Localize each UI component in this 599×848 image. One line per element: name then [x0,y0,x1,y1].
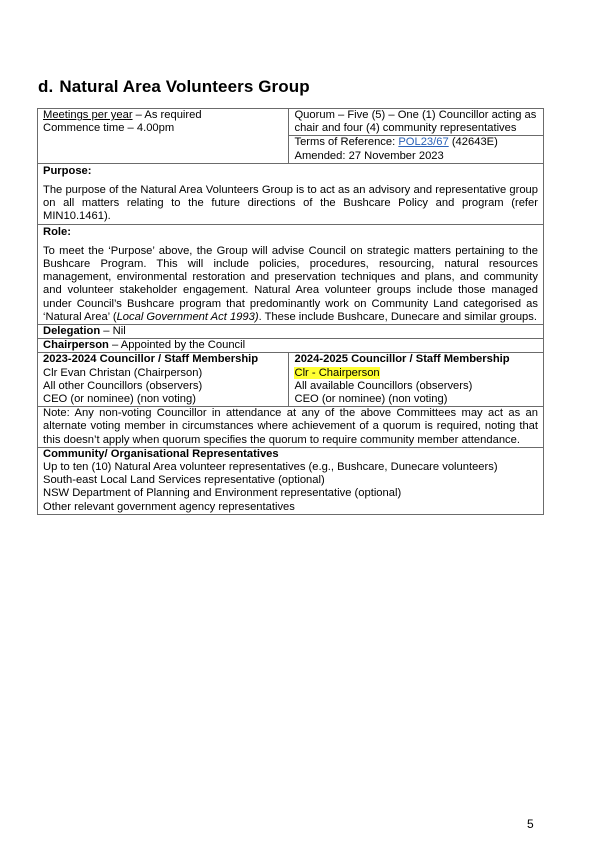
membership-2023-heading: 2023-2024 Councillor / Staff Membership [43,353,259,366]
section-letter: d. [38,77,54,96]
purpose-text: The purpose of the Natural Area Volunteers Group is to act as an advisory and representative group on all matters relating to the future directions of the Bushcare Policy and program (refer MIN10.1461). [43,184,538,223]
meetings-cell [38,109,289,164]
role-cell [38,224,544,324]
note-cell [38,407,544,448]
page-number: 5 [527,817,534,831]
membership-2024-cell [289,353,544,407]
delegation-label: Delegation [43,325,101,338]
role-text: To meet the ‘Purpose’ above, the Group will advise Council on strategic matters pertaining to the Bushcare Program. This will include policies, procedures, resourcing, natural resources management, environmental restoration and preservation techniques and plans, and community and volunteer stakeholder engagement. Natural Area volunteer groups include those managed under Council’s Bushcare program that predominantly work on Community Land categorised as ‘Natural Area’ (Local Government Act 1993). These include Bushcare, Dunecare and similar groups. [43,244,538,323]
note-text: Note: Any non-voting Councillor in attendance at any of the above Committees may act as an alternate voting member in circumstances where achievement of a quorum is required, noting that this doesn’t apply when quorum specifies the quorum to require community member attendance. [43,407,538,446]
membership-2023-item: All other Councillors (observers) [43,379,203,392]
terms-prefix: Terms of Reference: [294,136,399,149]
committee-table [37,108,544,515]
terms-suffix: (42643E) [448,136,498,149]
membership-2024-item: All available Councillors (observers) [294,379,473,392]
meetings-label: Meetings per year [43,109,133,121]
chairperson-label: Chairperson [43,339,109,352]
chairperson-cell [38,339,544,353]
chairperson-value: – Appointed by the Council [108,339,246,352]
purpose-cell [38,163,544,224]
section-heading [38,77,310,97]
amended-date: Amended: 27 November 2023 [294,149,444,162]
terms-reference-link[interactable]: POL23/67 [398,136,449,149]
membership-2023-cell [38,353,289,407]
commence-time: Commence time – 4.00pm [43,122,175,135]
terms-cell [289,136,544,163]
delegation-cell [38,325,544,339]
role-italic-act: Local Government Act 1993) [116,310,259,323]
delegation-value: – Nil [100,325,126,338]
community-item: South-east Local Land Services representative (optional) [43,474,325,487]
purpose-heading: Purpose: [43,164,92,177]
highlighted-chairperson: Clr - Chairperson [294,366,380,379]
community-item: Other relevant government agency representatives [43,500,295,513]
community-heading: Community/ Organisational Representatives [43,447,279,460]
role-heading: Role: [43,225,71,238]
section-title: Natural Area Volunteers Group [59,77,310,96]
community-cell [38,447,544,514]
membership-2024-item: CEO (or nominee) (non voting) [294,393,448,406]
community-item: NSW Department of Planning and Environment representative (optional) [43,487,402,500]
membership-2023-item: Clr Evan Christan (Chairperson) [43,366,203,379]
community-item: Up to ten (10) Natural Area volunteer representatives (e.g., Bushcare, Dunecare volunteers) [43,461,498,474]
membership-2023-item: CEO (or nominee) (non voting) [43,393,196,406]
meetings-value: – As required [132,109,202,121]
membership-2024-heading: 2024-2025 Councillor / Staff Membership [294,353,510,366]
quorum-cell [289,109,544,136]
quorum-text: Quorum – Five (5) – One (1) Councillor acting as chair and four (4) community representatives [294,109,537,135]
